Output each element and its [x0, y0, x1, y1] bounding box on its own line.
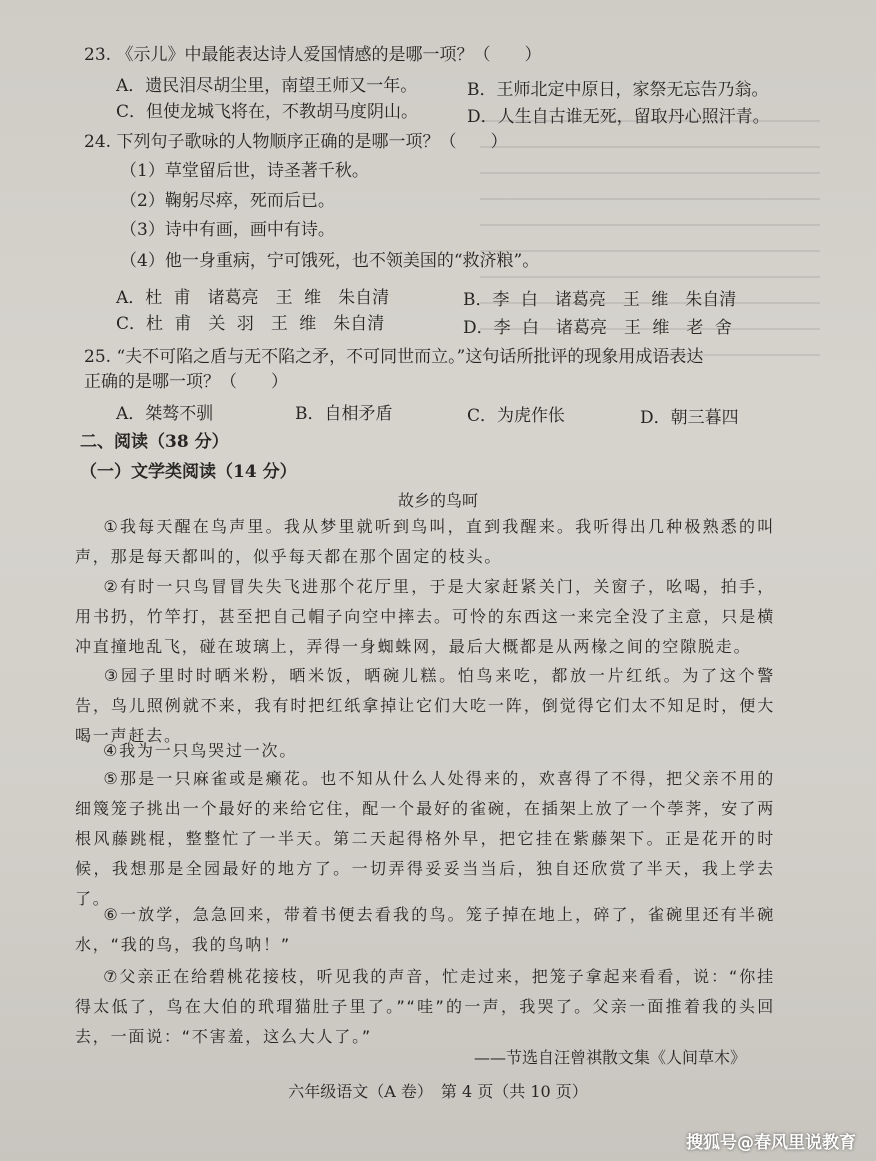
paragraph-text: ⑤那是一只麻雀或是癞花。也不知从什么人处得来的，欢喜得了不得，把父亲不用的细篾笼子挑出一个最好的来给它住，配一个最好的雀碗，在插架上放了一个荸荠，安了两根风藤跳棍，整整忙了一半天。第二天起得格外早，把它挂在紫藤架下。正是花开的时候，我想那是全园最好的地方了。一切弄得妥妥当当后，独自还欣赏了半天，我上学去了。: [75, 769, 775, 908]
q23-stem: 23. 《示儿》中最能表达诗人爱国情感的是哪一项？（ ）: [84, 45, 542, 65]
q24-option-d: D．李 白 诸葛亮 王 维 老 舍: [463, 318, 732, 338]
q24-stem: 24. 下列句子歌咏的人物顺序正确的是哪一项？（ ）: [84, 132, 508, 152]
watermark: 搜狐号@春风里说教育: [686, 1133, 856, 1153]
q25-option-c: C．为虎作伥: [467, 406, 566, 426]
q25-option-d: D．朝三暮四: [640, 408, 739, 428]
article-paragraph-2: [75, 572, 775, 664]
q24-option-b: B．李 白 诸葛亮 王 维 朱自清: [463, 290, 737, 310]
paragraph-text: ⑥一放学，急急回来，带着书便去看我的鸟。笼子掉在地上，碎了，雀碗里还有半碗水，“我的鸟，我的鸟呐！”: [75, 905, 775, 954]
q24-item-4: （4）他一身重病，宁可饿死，也不领美国的“救济粮”。: [120, 251, 540, 271]
article-paragraph-1: [75, 512, 775, 574]
q23-option-a: A．遗民泪尽胡尘里，南望王师又一年。: [116, 76, 418, 96]
q25-option-a: A．桀骜不驯: [116, 404, 214, 424]
article-title: 故乡的鸟呵: [397, 491, 478, 510]
paragraph-text: ②有时一只鸟冒冒失失飞进那个花厅里，于是大家赶紧关门，关窗子，吆喝，拍手，用书扔，竹竿打，甚至把自己帽子向空中摔去。可怜的东西这一来完全没了主意，只是横冲直撞地乱飞，碰在玻璃上，弄得一身蜘蛛网，最后大概都是从两椽之间的空隙脱走。: [75, 577, 775, 656]
section-reading-heading: 二、阅读（38 分）: [80, 432, 229, 452]
paragraph-text: ③园子里时时晒米粉，晒米饭，晒碗儿糕。怕鸟来吃，都放一片红纸。为了这个警告，鸟儿照例就不来，我有时把红纸拿掉让它们大吃一阵，倒觉得它们太不知足时，便大喝一声赶去。: [75, 666, 775, 745]
paragraph-text: ①我每天醒在鸟声里。我从梦里就听到鸟叫，直到我醒来。我听得出几种极熟悉的叫声，那是每天都叫的，似乎每天都在那个固定的枝头。: [75, 517, 775, 566]
q25-stem-line2: 正确的是哪一项？（ ）: [84, 372, 288, 392]
q24-item-3: （3）诗中有画，画中有诗。: [120, 220, 335, 240]
article-paragraph-5: [75, 764, 775, 916]
q24-option-a: A．杜 甫 诸葛亮 王 维 朱自清: [116, 288, 390, 308]
q23-option-b: B．王师北定中原日，家祭无忘告乃翁。: [467, 80, 769, 100]
article-source: ——节选自汪曾祺散文集《人间草木》: [474, 1048, 747, 1067]
paragraph-text: ④我为一只鸟哭过一次。: [103, 741, 298, 760]
q24-item-2: （2）鞠躬尽瘁，死而后已。: [120, 191, 335, 211]
q23-option-c: C．但使龙城飞将在，不教胡马度阴山。: [116, 102, 419, 122]
article-paragraph-7: [75, 962, 775, 1054]
page-footer: 六年级语文（A 卷） 第 4 页（共 10 页）: [288, 1082, 588, 1101]
q25-option-b: B．自相矛盾: [295, 404, 393, 424]
q23-option-d: D．人生自古谁无死，留取丹心照汗青。: [467, 107, 770, 127]
subsection-literary-heading: （一）文学类阅读（14 分）: [80, 462, 297, 482]
q24-option-c: C．杜 甫 关 羽 王 维 朱自清: [116, 314, 385, 334]
q24-item-1: （1）草堂留后世，诗圣著千秋。: [120, 161, 369, 181]
article-paragraph-6: [75, 900, 775, 962]
paragraph-text: ⑦父亲正在给碧桃花接枝，听见我的声音，忙走过来，把笼子拿起来看看，说：“你挂得太低了，鸟在大伯的玳瑁猫肚子里了。”“哇”的一声，我哭了。父亲一面推着我的头回去，一面说：“不害羞，这么大人了。”: [75, 967, 775, 1046]
q25-stem-line1: 25. “夫不可陷之盾与无不陷之矛，不可同世而立。”这句话所批评的现象用成语表达: [84, 347, 704, 367]
article-paragraph-4: [75, 736, 775, 766]
